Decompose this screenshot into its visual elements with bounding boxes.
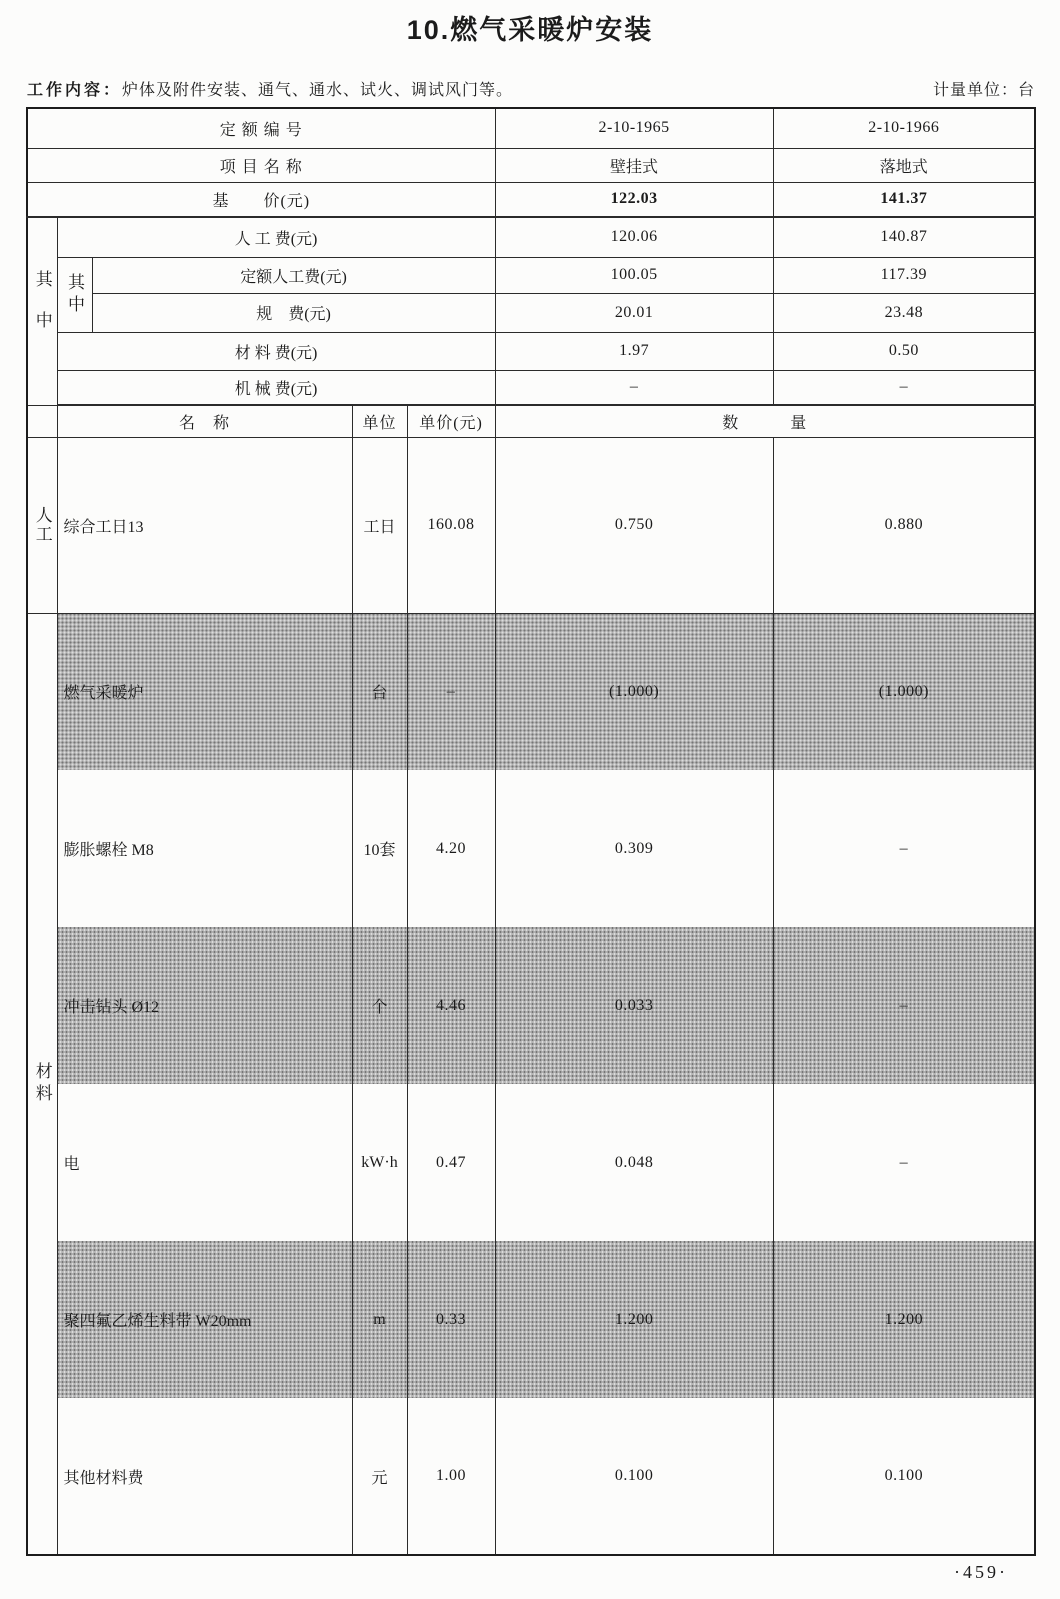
quota-labor-cost-2: 117.39	[773, 257, 1035, 293]
material-row	[27, 613, 1035, 770]
quota-labor-cost-label: 定额人工费(元)	[92, 257, 495, 293]
material-unit-cell: kW·h	[352, 1084, 407, 1241]
detail-header-row	[27, 405, 1035, 437]
material-name-cell: 其他材料费	[57, 1398, 352, 1555]
material-row	[27, 770, 1035, 927]
machine-cost-row	[27, 370, 1035, 405]
fee-label: 规 费(元)	[92, 293, 495, 332]
detail-header-spacer	[27, 405, 57, 437]
work-content-label: 工作内容：	[27, 82, 123, 99]
labor-qty-1: 0.750	[495, 437, 773, 613]
labor-price: 160.08	[407, 437, 495, 613]
quota-number-row	[27, 108, 1035, 148]
material-name-cell: 聚四氟乙烯生料带 W20mm	[57, 1241, 352, 1398]
quota-number-2: 2-10-1966	[773, 108, 1035, 148]
material-name-cell: 冲击钻头 Ø12	[57, 927, 352, 1084]
material-qty1-cell: (1.000)	[495, 613, 773, 770]
material-unit-cell: 台	[352, 613, 407, 770]
labor-detail-row	[27, 437, 1035, 613]
work-content-text: 炉体及附件安装、通气、通水、试火、调试风门等。	[122, 82, 514, 99]
material-qty1-cell: 1.200	[495, 1241, 773, 1398]
material-qty2-cell: (1.000)	[773, 613, 1035, 770]
material-qty1-cell: 0.100	[495, 1398, 773, 1555]
machine-cost-1: –	[495, 370, 773, 405]
quota-labor-cost-1: 100.05	[495, 257, 773, 293]
detail-header-name: 名 称	[57, 405, 352, 437]
labor-cost-2: 140.87	[773, 217, 1035, 257]
detail-header-price: 单价(元)	[407, 405, 495, 437]
material-name-cell: 燃气采暖炉	[57, 613, 352, 770]
material-name-cell: 膨胀螺栓 M8	[57, 770, 352, 927]
labor-cost-1: 120.06	[495, 217, 773, 257]
material-price-cell: 0.33	[407, 1241, 495, 1398]
page-number: ·459·	[954, 1562, 1008, 1582]
material-qty2-cell: 1.200	[773, 1241, 1035, 1398]
labor-name: 综合工日13	[57, 437, 352, 613]
labor-unit: 工日	[352, 437, 407, 613]
base-price-2: 141.37	[773, 182, 1035, 217]
work-content	[27, 77, 513, 100]
material-qty1-cell: 0.309	[495, 770, 773, 927]
detail-header-unit: 单位	[352, 405, 407, 437]
material-price-cell: 0.47	[407, 1084, 495, 1241]
material-unit-cell: 个	[352, 927, 407, 1084]
fee-2: 23.48	[773, 293, 1035, 332]
labor-qty-2: 0.880	[773, 437, 1035, 613]
group-label-qizhong: 其中	[27, 217, 57, 405]
material-row	[27, 1398, 1035, 1555]
material-cost-2: 0.50	[773, 332, 1035, 370]
machine-cost-2: –	[773, 370, 1035, 405]
material-cost-label: 材 料 费(元)	[57, 332, 495, 370]
material-row	[27, 1241, 1035, 1398]
inner-group-label-qizhong: 其中	[57, 257, 92, 332]
material-name-cell: 电	[57, 1084, 352, 1241]
item-name-label: 项 目 名 称	[27, 148, 495, 182]
base-price-label: 基 价(元)	[27, 182, 495, 217]
material-row	[27, 927, 1035, 1084]
labor-group-label: 人工	[27, 437, 57, 613]
material-unit-cell: 元	[352, 1398, 407, 1555]
material-cost-row	[27, 332, 1035, 370]
item-name-2: 落地式	[773, 148, 1035, 182]
material-qty2-cell: –	[773, 927, 1035, 1084]
material-qty1-cell: 0.033	[495, 927, 773, 1084]
material-qty2-cell: –	[773, 770, 1035, 927]
material-qty2-cell: 0.100	[773, 1398, 1035, 1555]
material-price-cell: 4.46	[407, 927, 495, 1084]
material-qty2-cell: –	[773, 1084, 1035, 1241]
material-row	[27, 1084, 1035, 1241]
material-group-label: 材料	[27, 613, 57, 1555]
quota-number-1: 2-10-1965	[495, 108, 773, 148]
machine-cost-label: 机 械 费(元)	[57, 370, 495, 405]
quota-labor-cost-row	[27, 257, 1035, 293]
base-price-row	[27, 182, 1035, 217]
item-name-row	[27, 148, 1035, 182]
material-price-cell: 4.20	[407, 770, 495, 927]
material-unit-cell: m	[352, 1241, 407, 1398]
material-cost-1: 1.97	[495, 332, 773, 370]
fee-row	[27, 293, 1035, 332]
base-price-1: 122.03	[495, 182, 773, 217]
item-name-1: 壁挂式	[495, 148, 773, 182]
material-qty1-cell: 0.048	[495, 1084, 773, 1241]
labor-cost-label: 人 工 费(元)	[57, 217, 495, 257]
quota-number-label: 定 额 编 号	[27, 108, 495, 148]
measure-unit: 计量单位：台	[932, 82, 1035, 99]
material-unit-cell: 10套	[352, 770, 407, 927]
work-content-line	[27, 77, 1035, 100]
quota-table	[26, 107, 1036, 1556]
material-price-cell: –	[407, 613, 495, 770]
detail-header-qty: 数 量	[495, 405, 1035, 437]
labor-cost-row	[27, 217, 1035, 257]
fee-1: 20.01	[495, 293, 773, 332]
material-price-cell: 1.00	[407, 1398, 495, 1555]
page-title: 10.燃气采暖炉安装	[406, 15, 654, 45]
